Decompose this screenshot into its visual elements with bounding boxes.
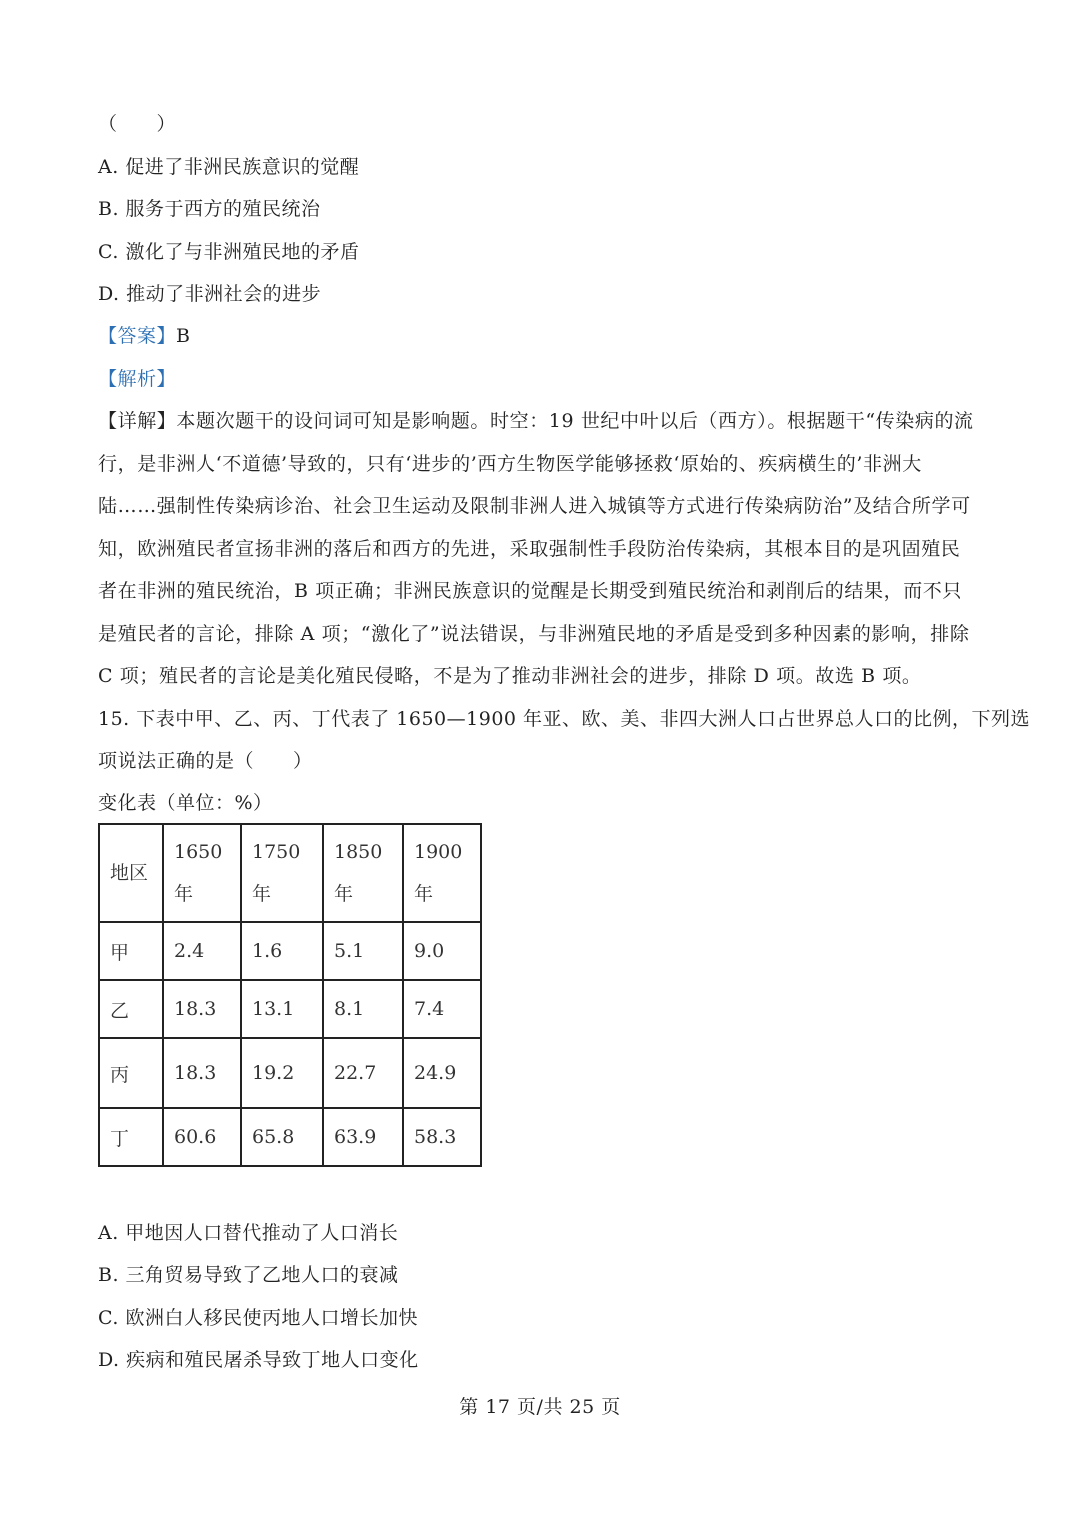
header-year-1900 [403,824,481,922]
year-unit: 年 [414,883,434,905]
table-cell: 65.8 [241,1108,323,1166]
table-header-row [99,824,481,922]
analysis-tag: 【解析】 [98,368,177,390]
question15-stem-line1: 15. 下表中甲、乙、丙、丁代表了 1650—1900 年亚、欧、美、非四大洲人口占世界总人口的比例，下列选 [98,708,1031,730]
table-cell: 8.1 [323,980,403,1038]
answer-tag: 【答案】 [98,325,177,347]
year-unit: 年 [174,883,194,905]
header-year-1850 [323,824,403,922]
table-cell: 7.4 [403,980,481,1038]
table-cell: 58.3 [403,1108,481,1166]
table-cell: 9.0 [403,922,481,980]
year-number: 1750 [252,841,301,863]
population-table [98,823,482,1167]
answer-value: B [176,325,191,347]
table-cell: 63.9 [323,1108,403,1166]
q15-option-a: A. 甲地因人口替代推动了人口消长 [98,1222,399,1244]
header-year-1650 [163,824,241,922]
table-cell: 19.2 [241,1038,323,1108]
year-number: 1850 [334,841,383,863]
detail-paragraph [98,400,978,698]
table-row [99,980,481,1038]
table-cell: 22.7 [323,1038,403,1108]
row-region: 甲 [99,922,163,980]
row-region: 丙 [99,1038,163,1108]
table-cell: 2.4 [163,922,241,980]
option-a: A. 促进了非洲民族意识的觉醒 [98,156,360,178]
option-b: B. 服务于西方的殖民统治 [98,198,321,220]
q15-option-b: B. 三角贸易导致了乙地人口的衰减 [98,1264,399,1286]
header-year-1750 [241,824,323,922]
table-cell: 18.3 [163,1038,241,1108]
table-cell: 24.9 [403,1038,481,1108]
detail-tag: 【详解】 [98,410,177,432]
table-row [99,922,481,980]
question-stem-paren: （ ） [98,113,177,135]
table-cell: 5.1 [323,922,403,980]
row-region: 乙 [99,980,163,1038]
year-number: 1900 [414,841,463,863]
year-unit: 年 [334,883,354,905]
table-cell: 60.6 [163,1108,241,1166]
header-region: 地区 [99,824,163,922]
detail-text: 本题次题干的设问词可知是影响题。时空：19 世纪中叶以后（西方）。根据题干“传染病的流行，是非洲人‘不道德’导致的，只有‘进步的’西方生物医学能够拯救‘原始的、疾病横生的’非洲大陆……强制性传染病诊治、社会卫生运动及限制非洲人进入城镇等方式进行传染病防治”及结合所学可知，欧洲殖民者宣扬非洲的落后和西方的先进，采取强制性手段防治传染病，其根本目的是巩固殖民者在非洲的殖民统治，B 项正确；非洲民族意识的觉醒是长期受到殖民统治和剥削后的结果，而不只是殖民者的言论，排除 A 项；“激化了”说法错误，与非洲殖民地的矛盾是受到多种因素的影响，排除 C 项；殖民者的言论是美化殖民侵略，不是为了推动非洲社会的进步，排除 D 项。故选 B 项。 [98,410,974,687]
question15-stem-line2: 项说法正确的是（ ） [98,750,313,772]
table-row [99,1038,481,1108]
answer-line [98,324,190,348]
page-number: 第 17 页/共 25 页 [459,1396,621,1418]
table-row [99,1108,481,1166]
option-c: C. 激化了与非洲殖民地的矛盾 [98,241,360,263]
table-cell: 1.6 [241,922,323,980]
q15-option-c: C. 欧洲白人移民使丙地人口增长加快 [98,1307,418,1329]
row-region: 丁 [99,1108,163,1166]
year-unit: 年 [252,883,272,905]
table-caption: 变化表（单位：%） [98,792,273,814]
year-number: 1650 [174,841,223,863]
option-d: D. 推动了非洲社会的进步 [98,283,322,305]
q15-option-d: D. 疾病和殖民屠杀导致丁地人口变化 [98,1349,419,1371]
table-cell: 13.1 [241,980,323,1038]
table-cell: 18.3 [163,980,241,1038]
